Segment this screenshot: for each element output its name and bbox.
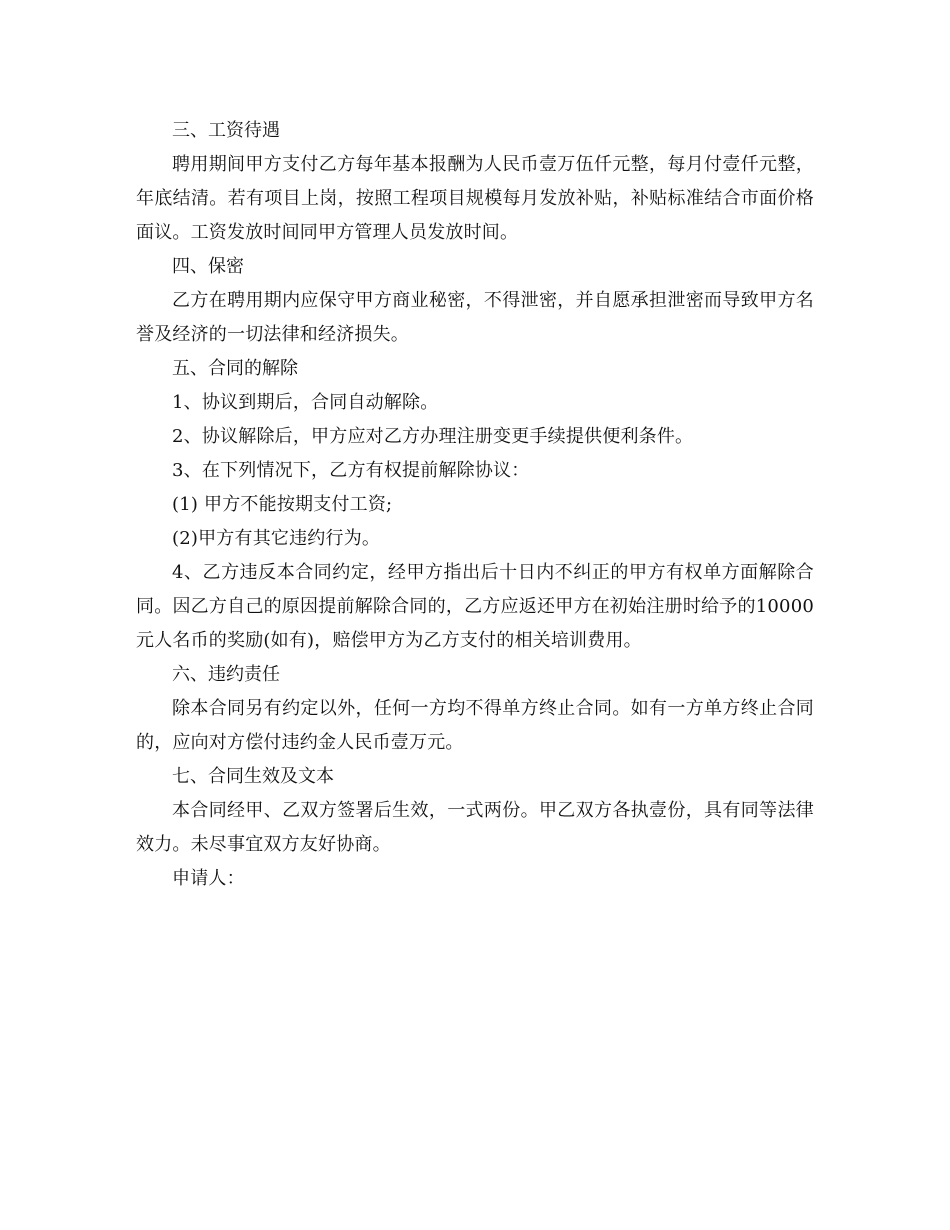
termination-subitem-1: (1) 甲方不能按期支付工资;	[172, 494, 393, 515]
applicant-label: 申请人：	[172, 868, 245, 889]
paragraph-confidentiality: 乙方在聘用期内应保守甲方商业秘密，不得泄密，并自愿承担泄密而导致甲方名誉及经济的一切法律和经济损失。	[136, 290, 814, 345]
termination-item-2: 2、协议解除后，甲方应对乙方办理注册变更手续提供便利条件。	[172, 426, 694, 447]
paragraph-salary: 聘用期间甲方支付乙方每年基本报酬为人民币壹万伍仟元整，每月付壹仟元整，年底结清。若有项目上岗，按照工程项目规模每月发放补贴，补贴标准结合市面价格面议。工资发放时间同甲方管理人员发放时间。	[136, 154, 814, 243]
termination-subitem-2: (2)甲方有其它违约行为。	[172, 528, 381, 549]
section-heading-effectiveness: 七、合同生效及文本	[172, 766, 334, 787]
termination-item-3: 3、在下列情况下，乙方有权提前解除协议：	[172, 460, 530, 481]
termination-item-1: 1、协议到期后，合同自动解除。	[172, 392, 439, 413]
paragraph-breach: 除本合同另有约定以外，任何一方均不得单方终止合同。如有一方单方终止合同的，应向对方偿付违约金人民币壹万元。	[136, 698, 814, 753]
section-heading-termination: 五、合同的解除	[172, 358, 298, 379]
paragraph-effectiveness: 本合同经甲、乙双方签署后生效，一式两份。甲乙双方各执壹份，具有同等法律效力。未尽事宜双方友好协商。	[136, 800, 814, 855]
section-heading-salary: 三、工资待遇	[172, 120, 280, 141]
section-heading-breach: 六、违约责任	[172, 664, 280, 685]
section-heading-confidentiality: 四、保密	[172, 256, 244, 277]
termination-item-4: 4、乙方违反本合同约定，经甲方指出后十日内不纠正的甲方有权单方面解除合同。因乙方自己的原因提前解除合同的，乙方应返还甲方在初始注册时给予的10000元人名币的奖励(如有)，赔偿甲方为乙方支付的相关培训费用。	[136, 562, 814, 651]
